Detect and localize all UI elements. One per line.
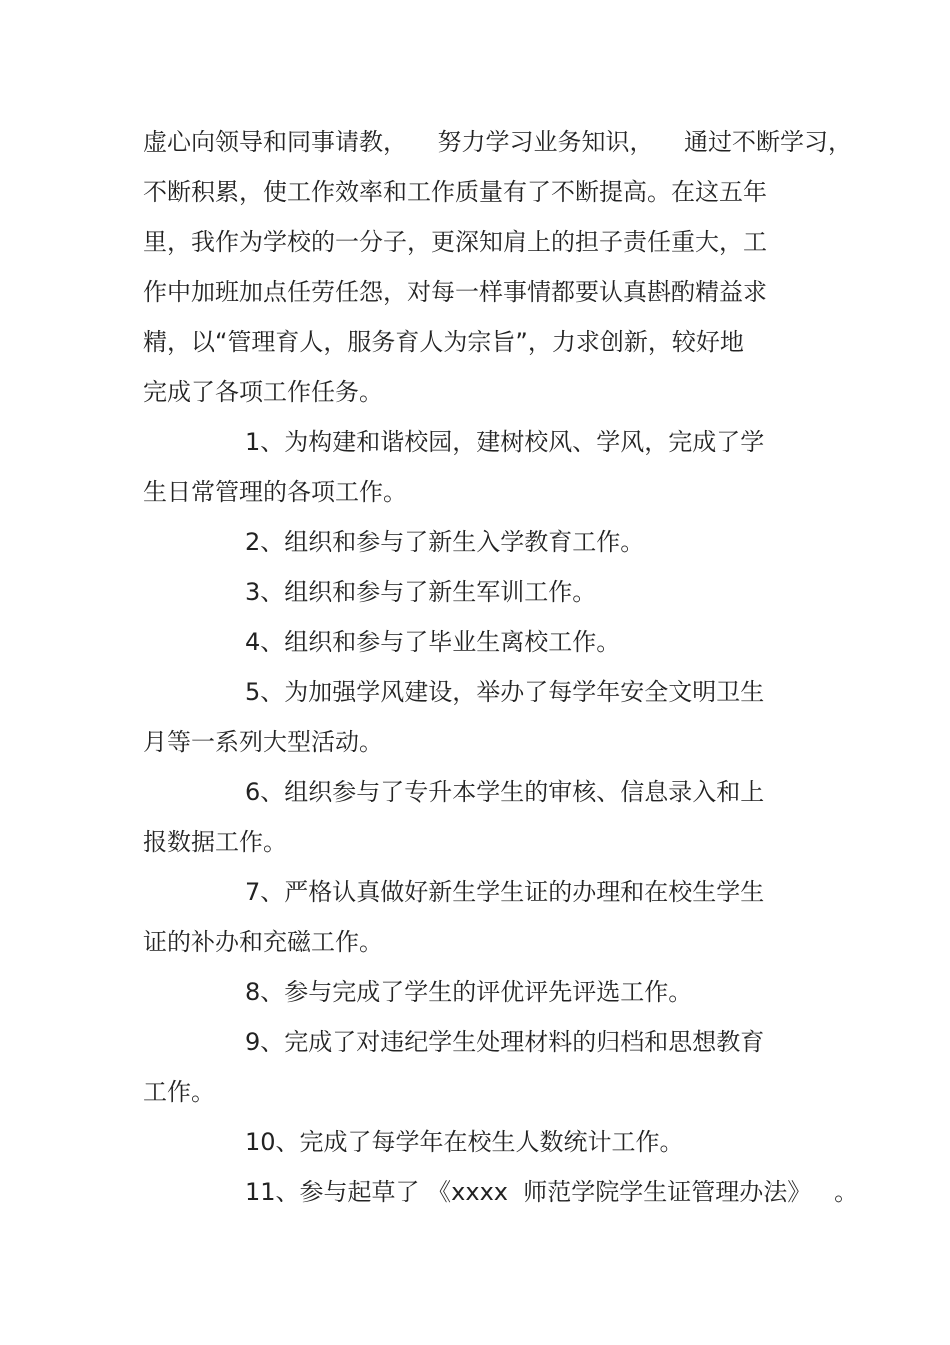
list-item-line: 9、完成了对违纪学生处理材料的归档和思想教育	[245, 1028, 765, 1056]
list-item-line: 2、组织和参与了新生入学教育工作。	[245, 528, 645, 556]
list-item-line: 月等一系列大型活动。	[143, 728, 383, 756]
paragraph-line: 精，以“管理育人，服务育人为宗旨”，力求创新，较好地	[143, 328, 744, 356]
list-item-line: 3、组织和参与了新生军训工作。	[245, 578, 597, 606]
list-item-line: 报数据工作。	[143, 828, 287, 856]
list-item-line: 8、参与完成了学生的评优评先评选工作。	[245, 978, 693, 1006]
list-item-line: 5、为加强学风建设，举办了每学年安全文明卫生	[245, 678, 765, 706]
paragraph-line: 完成了各项工作任务。	[143, 378, 383, 406]
list-item-line: 7、严格认真做好新生学生证的办理和在校生学生	[245, 878, 765, 906]
list-item-line: 11、参与起草了 《xxxx 师范学院学生证管理办法》 。	[245, 1178, 859, 1206]
paragraph-line: 虚心向领导和同事请教， 努力学习业务知识， 通过不断学习，	[143, 128, 853, 156]
list-item-line: 工作。	[143, 1078, 215, 1106]
list-item-line: 10、完成了每学年在校生人数统计工作。	[245, 1128, 684, 1156]
paragraph-line: 不断积累，使工作效率和工作质量有了不断提高。在这五年	[143, 178, 767, 206]
paragraph-line: 里，我作为学校的一分子，更深知肩上的担子责任重大，工	[143, 228, 767, 256]
list-item-line: 生日常管理的各项工作。	[143, 478, 407, 506]
paragraph-line: 作中加班加点任劳任怨，对每一样事情都要认真斟酌精益求	[143, 278, 767, 306]
list-item-line: 证的补办和充磁工作。	[143, 928, 383, 956]
list-item-line: 4、组织和参与了毕业生离校工作。	[245, 628, 621, 656]
list-item-line: 6、组织参与了专升本学生的审核、信息录入和上	[245, 778, 765, 806]
list-item-line: 1、为构建和谐校园，建树校风、学风，完成了学	[245, 428, 765, 456]
